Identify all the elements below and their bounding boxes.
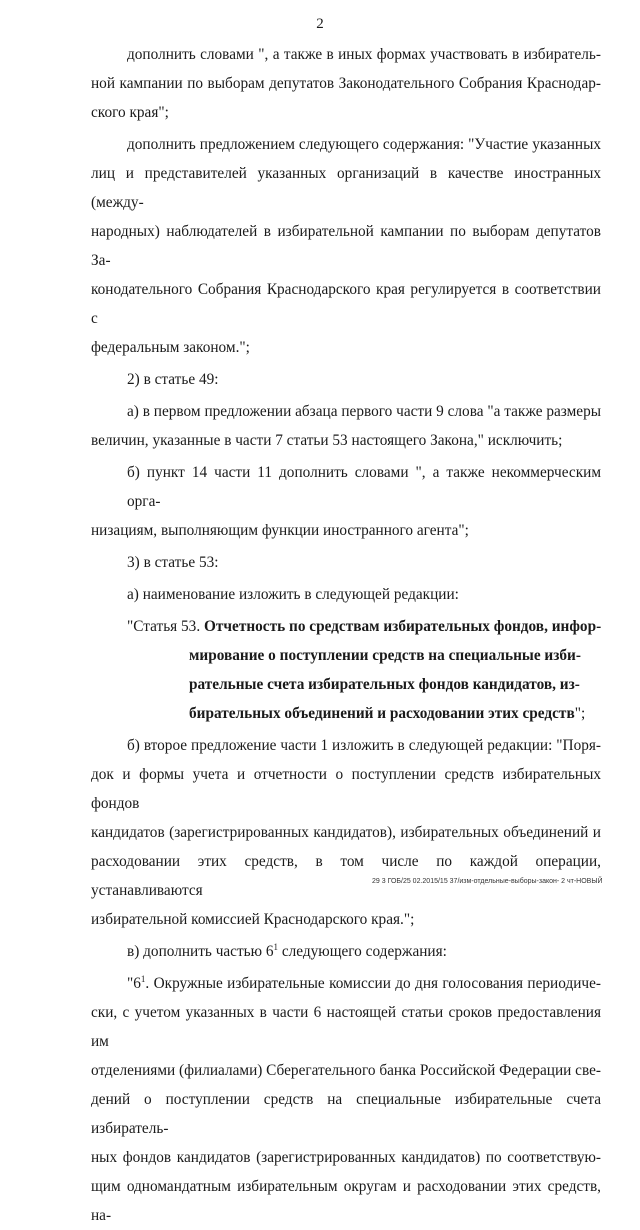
text-line: 3) в статье 53: [127,554,219,571]
superscript: 1 [273,941,279,952]
text-line: отделениями (филиалами) Сберегательного банка Российской Федерации све- [91,1062,601,1079]
document-body [91,40,601,1230]
page-number: 2 [316,16,324,32]
text-line: низациям, выполняющим функции иностранного агента"; [91,522,469,539]
text-line: конодательного Собрания Краснодарского края регулируется в соответствии с [91,281,601,327]
text-line: кандидатов (зарегистрированных кандидатов), избирательных объединений и [91,824,601,841]
text-line: избирательной комиссией Краснодарского края."; [91,911,415,928]
text-line: лиц и представителей указанных организаций в качестве иностранных (между- [91,165,601,211]
article-title: мирование о поступлении средств на специальные изби- [189,647,581,664]
text-line: а) наименование изложить в следующей редакции: [127,586,459,603]
article-heading-line [91,612,601,641]
text-line: щим одномандатным избирательным округам и расходовании этих средств, на- [91,1178,601,1224]
footer-file-path: 29 3 ГОБ/25 02.2015/15 37/изм-отдельные-выборы-закон- 2 чт-НОВЫЙ [372,878,603,885]
article-heading-line [91,699,601,728]
text-line: б) пункт 14 части 11 дополнить словами ", а также некоммерческим орга- [127,464,601,510]
text-line [91,937,601,966]
text-line [91,969,601,998]
text-line: 2) в статье 49: [127,371,219,388]
text-line: ной кампании по выборам депутатов Законодательного Собрания Краснодар- [91,75,601,92]
text-line: ных фондов кандидатов (зарегистрированных кандидатов) по соответствую- [91,1149,601,1166]
text-line: расходовании этих средств, в том числе по каждой операции, устанавливаются [91,853,601,899]
text-line: дополнить словами ", а также в иных формах участвовать в избиратель- [127,46,601,63]
text-line: а) в первом предложении абзаца первого части 9 слова "а также размеры [127,403,601,420]
article-title: Отчетность по средствам избирательных фондов, инфор- [203,618,602,635]
text-fragment: . Окружные избирательные комиссии до дня голосования периодиче- [145,975,601,992]
superscript: 1 [140,973,146,984]
text-line: народных) наблюдателей в избирательной кампании по выборам депутатов За- [91,223,601,269]
text-line: величин, указанные в части 7 статьи 53 настоящего Закона," исключить; [91,432,563,449]
article-prefix: "Статья 53. [127,618,204,635]
text-line: б) второе предложение части 1 изложить в следующей редакции: "Поря- [127,737,601,754]
text-line: федеральным законом."; [91,339,250,356]
text-fragment: "6 [127,975,141,992]
article-suffix: "; [574,705,586,722]
text-line: ского края"; [91,104,169,121]
article-title: рательные счета избирательных фондов кандидатов, из- [189,676,580,693]
text-fragment: в) дополнить частью 6 [127,943,274,960]
text-fragment: следующего содержания: [278,943,447,960]
text-line: ски, с учетом указанных в части 6 настоящей статьи сроков предоставления им [91,1004,601,1050]
text-line: док и формы учета и отчетности о поступлении средств избирательных фондов [91,766,601,812]
article-title: бирательных объединений и расходовании этих средств [189,705,575,722]
text-line: дополнить предложением следующего содержания: "Участие указанных [127,136,601,153]
text-line: дений о поступлении средств на специальные избирательные счета избиратель- [91,1091,601,1137]
